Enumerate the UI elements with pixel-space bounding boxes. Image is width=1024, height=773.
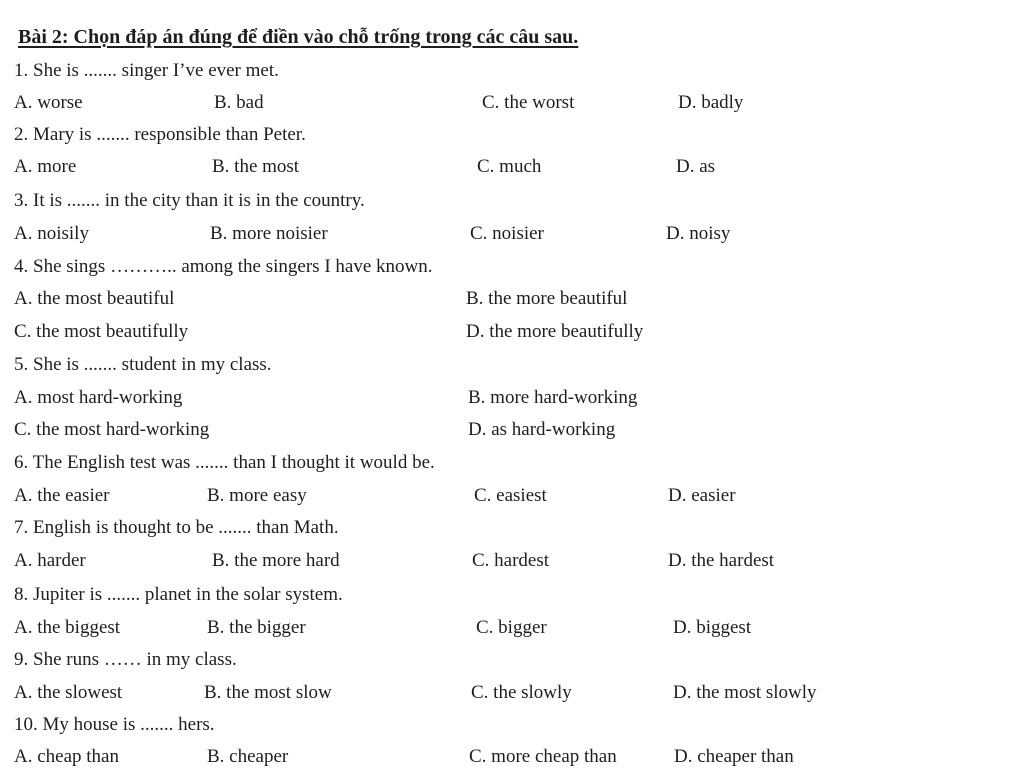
options-row-10 bbox=[14, 741, 1014, 773]
option-d: D. cheaper than bbox=[674, 746, 794, 767]
option-c: C. the most beautifully bbox=[14, 321, 189, 342]
question-5: 5. She is ....... student in my class. bbox=[14, 354, 272, 375]
option-d: D. badly bbox=[678, 92, 744, 113]
question-2: 2. Mary is ....... responsible than Peter. bbox=[14, 124, 306, 145]
option-c: C. noisier bbox=[470, 223, 544, 244]
exercise-title: Bài 2: Chọn đáp án đúng để điền vào chỗ trống trong các câu sau. bbox=[18, 26, 579, 48]
option-b: B. the most slow bbox=[204, 682, 332, 703]
option-d: D. as bbox=[676, 156, 716, 177]
option-c: C. the most hard-working bbox=[14, 419, 210, 440]
option-a: A. more bbox=[14, 156, 77, 177]
option-a: A. worse bbox=[14, 92, 83, 113]
option-b: B. the more hard bbox=[212, 550, 340, 571]
option-a: A. the most beautiful bbox=[14, 288, 175, 309]
question-7: 7. English is thought to be ....... than Math. bbox=[14, 517, 339, 538]
options-row-5a bbox=[14, 382, 1014, 414]
options-row-8 bbox=[14, 612, 1014, 644]
option-b: B. cheaper bbox=[207, 746, 289, 767]
option-a: A. cheap than bbox=[14, 746, 119, 767]
option-d: D. the more beautifully bbox=[466, 321, 644, 342]
option-b: B. more easy bbox=[207, 485, 307, 506]
option-d: D. the most slowly bbox=[673, 682, 817, 703]
options-row-7 bbox=[14, 545, 1014, 577]
question-1: 1. She is ....... singer I’ve ever met. bbox=[14, 60, 279, 81]
question-8: 8. Jupiter is ....... planet in the solar system. bbox=[14, 584, 343, 605]
option-c: C. more cheap than bbox=[469, 746, 617, 767]
question-6: 6. The English test was ....... than I thought it would be. bbox=[14, 452, 435, 473]
options-row-9 bbox=[14, 677, 1014, 709]
options-row-4b bbox=[14, 316, 1014, 348]
option-b: B. the most bbox=[212, 156, 300, 177]
question-10: 10. My house is ....... hers. bbox=[14, 714, 215, 735]
options-row-4a bbox=[14, 283, 1014, 315]
option-b: B. the bigger bbox=[207, 617, 306, 638]
option-d: D. noisy bbox=[666, 223, 731, 244]
option-c: C. hardest bbox=[472, 550, 550, 571]
question-3: 3. It is ....... in the city than it is in the country. bbox=[14, 190, 365, 211]
option-c: C. bigger bbox=[476, 617, 547, 638]
option-d: D. easier bbox=[668, 485, 736, 506]
option-c: C. the worst bbox=[482, 92, 575, 113]
option-a: A. most hard-working bbox=[14, 387, 183, 408]
options-row-5b bbox=[14, 414, 1014, 446]
option-c: C. much bbox=[477, 156, 542, 177]
option-a: A. noisily bbox=[14, 223, 89, 244]
option-d: D. the hardest bbox=[668, 550, 775, 571]
options-row-1 bbox=[14, 87, 1014, 119]
option-b: B. more noisier bbox=[210, 223, 328, 244]
option-d: D. as hard-working bbox=[468, 419, 616, 440]
option-b: B. more hard-working bbox=[468, 387, 638, 408]
option-a: A. the biggest bbox=[14, 617, 121, 638]
option-c: C. the slowly bbox=[471, 682, 572, 703]
option-a: A. the easier bbox=[14, 485, 110, 506]
option-d: D. biggest bbox=[673, 617, 752, 638]
option-c: C. easiest bbox=[474, 485, 547, 506]
question-4: 4. She sings ……….. among the singers I have known. bbox=[14, 256, 433, 277]
option-a: A. the slowest bbox=[14, 682, 123, 703]
option-b: B. the more beautiful bbox=[466, 288, 628, 309]
options-row-6 bbox=[14, 480, 1014, 512]
option-b: B. bad bbox=[214, 92, 264, 113]
option-a: A. harder bbox=[14, 550, 86, 571]
question-9: 9. She runs …… in my class. bbox=[14, 649, 237, 670]
options-row-2 bbox=[14, 151, 1014, 183]
options-row-3 bbox=[14, 218, 1014, 250]
